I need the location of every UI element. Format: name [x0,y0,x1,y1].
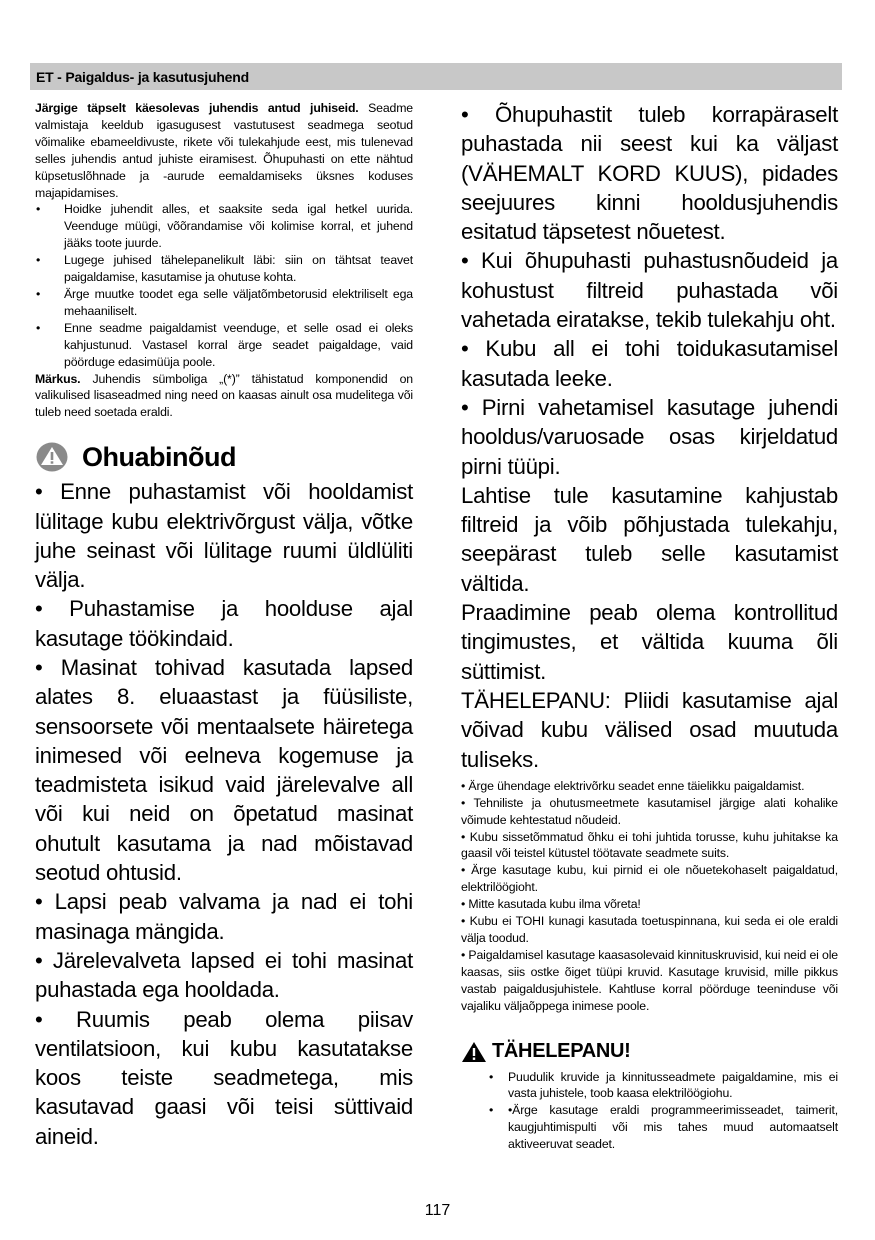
attention-list [461,1069,838,1154]
list-item: • Puudulik kruvide ja kinnitusseadmete paigaldamine, mis ei vasta juhistele, toob kaasa elektrilöögiohu. [489,1069,838,1101]
list-item: • Hoidke juhendit alles, et saaksite seda igal hetkel uurida. Veenduge müügi, võõrandamise või kolimise korral, et juhend jääks toote juurde. [36,202,413,251]
page-number: 117 [424,1202,451,1219]
section-title: Ohuabinõud [82,441,236,472]
safety-paragraph: • Enne puhastamist või hooldamist lülitage kubu elektrivõrgust välja, võtke juhe seinast või lülitage ruumi üldlüliti välja. [35,479,413,593]
safety-paragraph: • Ruumis peab olema piisav ventilatsioon, kui kubu kasutatakse koos teiste seadmetega, mis kasutavad gaasi või teisi süttivaid aineid. [35,1006,413,1149]
list-item: • Enne seadme paigaldamist veenduge, et selle osad ei oleks kahjustunud. Vastasel korral ärge seadet paigaldage, vaid pöörduge edasimüüja poole. [36,320,413,369]
safety-paragraph: • Kui õhupuhasti puhastusnõudeid ja kohustust filtreid puhastada või vahetada eiratakse, tekib tulekahju oht. [461,248,838,333]
note-label: Märkus. [35,371,81,386]
intro-paragraph [35,100,413,201]
section-heading [35,437,413,477]
safety-paragraph: Praadimine peab olema kontrollitud tingimustes, et vältida kuuma õli süttimist. [461,600,838,684]
safety-note: • Ärge ühendage elektrivõrku seadet enne täielikku paigaldamist. [461,778,805,793]
safety-paragraph: • Pirni vahetamisel kasutage juhendi hooldus/varuosade osas kirjeldatud pirni tüüpi. [461,394,838,479]
note-text: Juhendis sümboliga „(*)” tähistatud komponendid on valikulised lisaseadmed ning need on kaasas ainult osa mudelitega või tuleb need soetada eraldi. [35,371,413,420]
safety-paragraph: TÄHELEPANU: Pliidi kasutamise ajal võivad kubu välised osad muutuda tuliseks. [461,687,838,772]
attention-title: TÄHELEPANU! [492,1040,631,1063]
safety-note: • Paigaldamisel kasutage kaasasolevaid kinnituskruvisid, kui neid ei ole kaasas, siis ostke õiget tüüpi kruvid. Kasutage kruvisid, mille pikkus vastab paigaldusjuhistele. Kahtluse korral pöörduge teeninduse või vajaliku väljaõppega inimese poole. [461,947,838,1013]
intro-bullet-list [35,201,413,370]
intro-text: Seadme valmistaja keeldub igasugusest vastutusest seadmega seotud võimalike ebameeldivuste, rikete või tulekahjude eest, mis tulenevad selles juhendis antud juhiste eiramisest. Õhupuhasti on ette nähtud küpsetuslõhnade ja -aurude eemaldamiseks üksnes koduses majapidamises. [35,101,413,200]
list-item: • •Ärge kasutage eraldi programmeerimisseadet, taimerit, kaugjuhtimispulti või mis tahes muud automaatselt aktiveeruvat seadet. [489,1103,838,1152]
list-item: • Lugege juhised tähelepanelikult läbi: siin on tähtsat teavet paigaldamise, kasutamise ja ohutuse kohta. [36,253,413,285]
safety-note: • Ärge kasutage kubu, kui pirnid ei ole nõuetekohaselt paigaldatud, elektrilöögioht. [461,863,838,895]
left-column [35,100,413,1151]
header-title: ET - Paigaldus- ja kasutusjuhend [36,69,249,85]
warning-circle-icon [36,442,68,472]
note-paragraph [35,371,413,422]
safety-paragraph: • Lapsi peab valvama ja nad ei tohi masinaga mängida. [35,889,413,944]
safety-paragraph: Lahtise tule kasutamine kahjustab filtreid ja võib põhjustada tulekahju, seepärast tuleb selle kasutamist vältida. [461,482,838,596]
safety-paragraph: • Õhupuhastit tuleb korrapäraselt puhastada nii seest kui ka väljast (VÄHEMALT KORD KUUS), pidades seejuures kinni hooldusjuhendis esitatud täpsetest nõuetest. [461,102,838,245]
attention-heading [461,1039,838,1065]
header-bar [30,63,842,90]
right-column [461,100,838,1153]
safety-note: • Kubu sissetõmmatud õhku ei tohi juhtida torusse, kuhu juhitakse ka gaasil või teistel kütustel töötavate seadmete suits. [461,829,838,861]
safety-paragraph: • Masinat tohivad kasutada lapsed alates 8. eluaastast ja füüsiliste, sensoorsete või mentaalsete häiretega inimesed või eelneva kogemuse ja teadmisteta isikud vaid järelevalve all või kui neid on õpetatud masinat ohutult kasutama ja nad mõistavad seotud ohtusid. [35,655,413,886]
safety-note: • Tehniliste ja ohutusmeetmete kasutamisel järgige alati kohalike võimude kehtestatud nõudeid. [461,795,838,827]
safety-note: • Kubu ei TOHI kunagi kasutada toetuspinnana, kui seda ei ole eraldi välja toodud. [461,914,838,945]
intro-lead: Järgige täpselt käesolevas juhendis antud juhiseid. [35,101,359,115]
safety-paragraph: • Kubu all ei tohi toidukasutamisel kasutada leeke. [461,336,838,391]
safety-note: • Mitte kasutada kubu ilma võreta! [461,897,641,912]
safety-paragraph: • Järelevalveta lapsed ei tohi masinat puhastada ega hooldada. [35,947,413,1003]
list-item: • Ärge muutke toodet ega selle väljatõmbetorusid elektriliselt ega mehaaniliselt. [36,286,413,318]
safety-paragraph: • Puhastamise ja hoolduse ajal kasutage töökindaid. [35,596,413,651]
warning-triangle-icon [461,1041,487,1063]
